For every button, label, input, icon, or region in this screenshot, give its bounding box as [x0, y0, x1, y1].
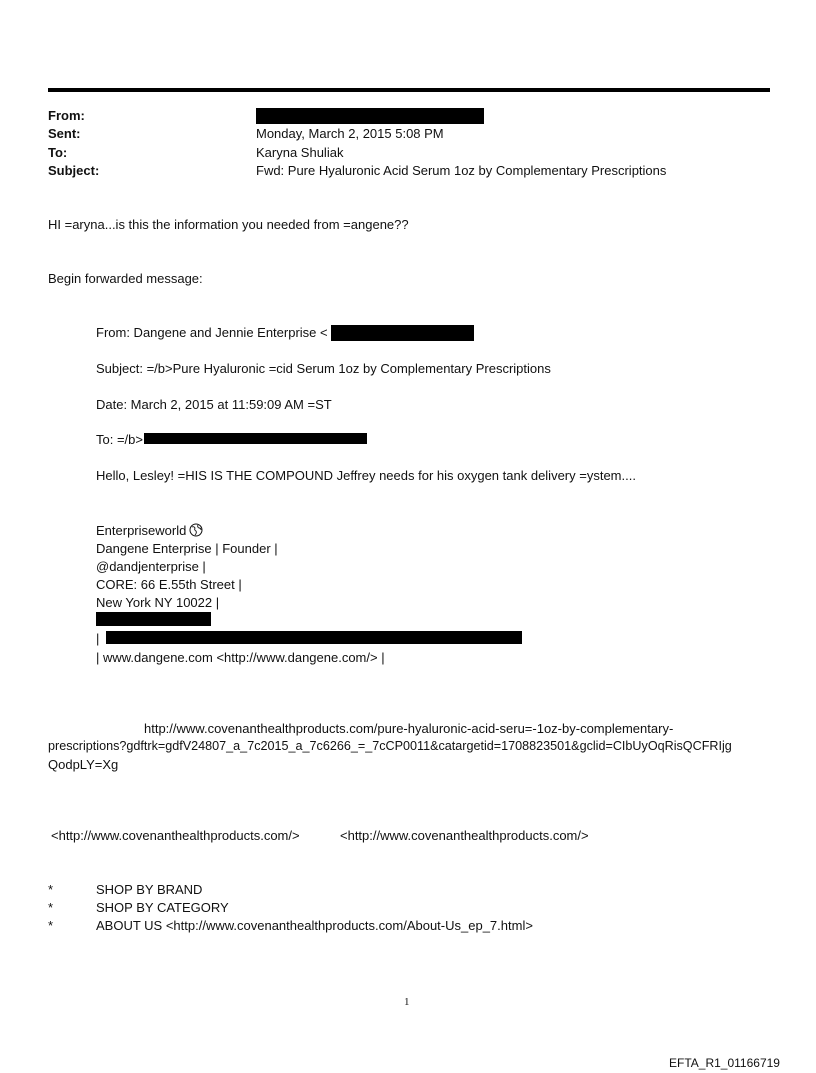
- product-link-line-2: prescriptions?gdftrk=gdfV24807_a_7c2015_a_7c6266_=_7cCP0011&catargetid=1708823501&gclid=CIbUyOqRisQCFRIjg: [48, 739, 732, 753]
- sent-value: Monday, March 2, 2015 5:08 PM: [256, 126, 444, 141]
- signature-pipe: |: [96, 631, 100, 646]
- forwarded-subject: Subject: =/b>Pure Hyaluronic =cid Serum 1oz by Complementary Prescriptions: [96, 361, 551, 376]
- sent-label: Sent:: [48, 126, 81, 141]
- signature-line-2: Dangene Enterprise | Founder |: [96, 541, 278, 556]
- forwarded-date: Date: March 2, 2015 at 11:59:09 AM =ST: [96, 397, 332, 412]
- begin-forwarded-text: Begin forwarded message:: [48, 271, 203, 286]
- greeting-text: HI =aryna...is this the information you needed from =angene??: [48, 217, 409, 232]
- nav-item-about-us: ABOUT US <http://www.covenanthealthproducts.com/About-Us_ep_7.html>: [96, 918, 533, 933]
- signature-line-5: New York NY 10022 |: [96, 595, 220, 610]
- signature-line-1: [96, 523, 203, 540]
- forwarded-message: Hello, Lesley! =HIS IS THE COMPOUND Jeffrey needs for his oxygen tank delivery =ystem....: [96, 468, 636, 483]
- from-label: From:: [48, 108, 85, 123]
- to-value: Karyna Shuliak: [256, 145, 344, 160]
- nav-item-shop-by-category: SHOP BY CATEGORY: [96, 900, 229, 915]
- signature-line-4: CORE: 66 E.55th Street |: [96, 577, 242, 592]
- site-link-1: <http://www.covenanthealthproducts.com/>: [51, 828, 300, 843]
- site-link-2: <http://www.covenanthealthproducts.com/>: [340, 828, 589, 843]
- subject-value: Fwd: Pure Hyaluronic Acid Serum 1oz by Complementary Prescriptions: [256, 163, 667, 178]
- forwarded-from: From: Dangene and Jennie Enterprise <: [96, 325, 328, 340]
- redacted-forwarded-from-email: [331, 325, 474, 341]
- redacted-signature-contact: [106, 631, 522, 644]
- globe-icon: [189, 523, 203, 540]
- redacted-forwarded-to-email: [144, 433, 367, 444]
- header-rule: [48, 88, 770, 92]
- signature-website: | www.dangene.com <http://www.dangene.com/> |: [96, 650, 385, 665]
- to-label: To:: [48, 145, 68, 160]
- nav-item-shop-by-brand: SHOP BY BRAND: [96, 882, 203, 897]
- redacted-from: [256, 108, 484, 124]
- forwarded-to: To: =/b>: [96, 432, 143, 447]
- bullet-star: *: [48, 882, 54, 897]
- signature-brand: Enterpriseworld: [96, 523, 187, 538]
- bullet-star: *: [48, 900, 54, 915]
- document-id: EFTA_R1_01166719: [669, 1056, 780, 1070]
- redacted-signature-phone: [96, 612, 211, 626]
- product-link-line-3: QodpLY=Xg: [48, 757, 119, 772]
- subject-label: Subject:: [48, 163, 100, 178]
- page-number: 1: [404, 996, 410, 1008]
- product-link-line-1: http://www.covenanthealthproducts.com/pure-hyaluronic-acid-seru=-1oz-by-complementary-: [144, 721, 674, 736]
- signature-line-3: @dandjenterprise |: [96, 559, 206, 574]
- bullet-star: *: [48, 918, 54, 933]
